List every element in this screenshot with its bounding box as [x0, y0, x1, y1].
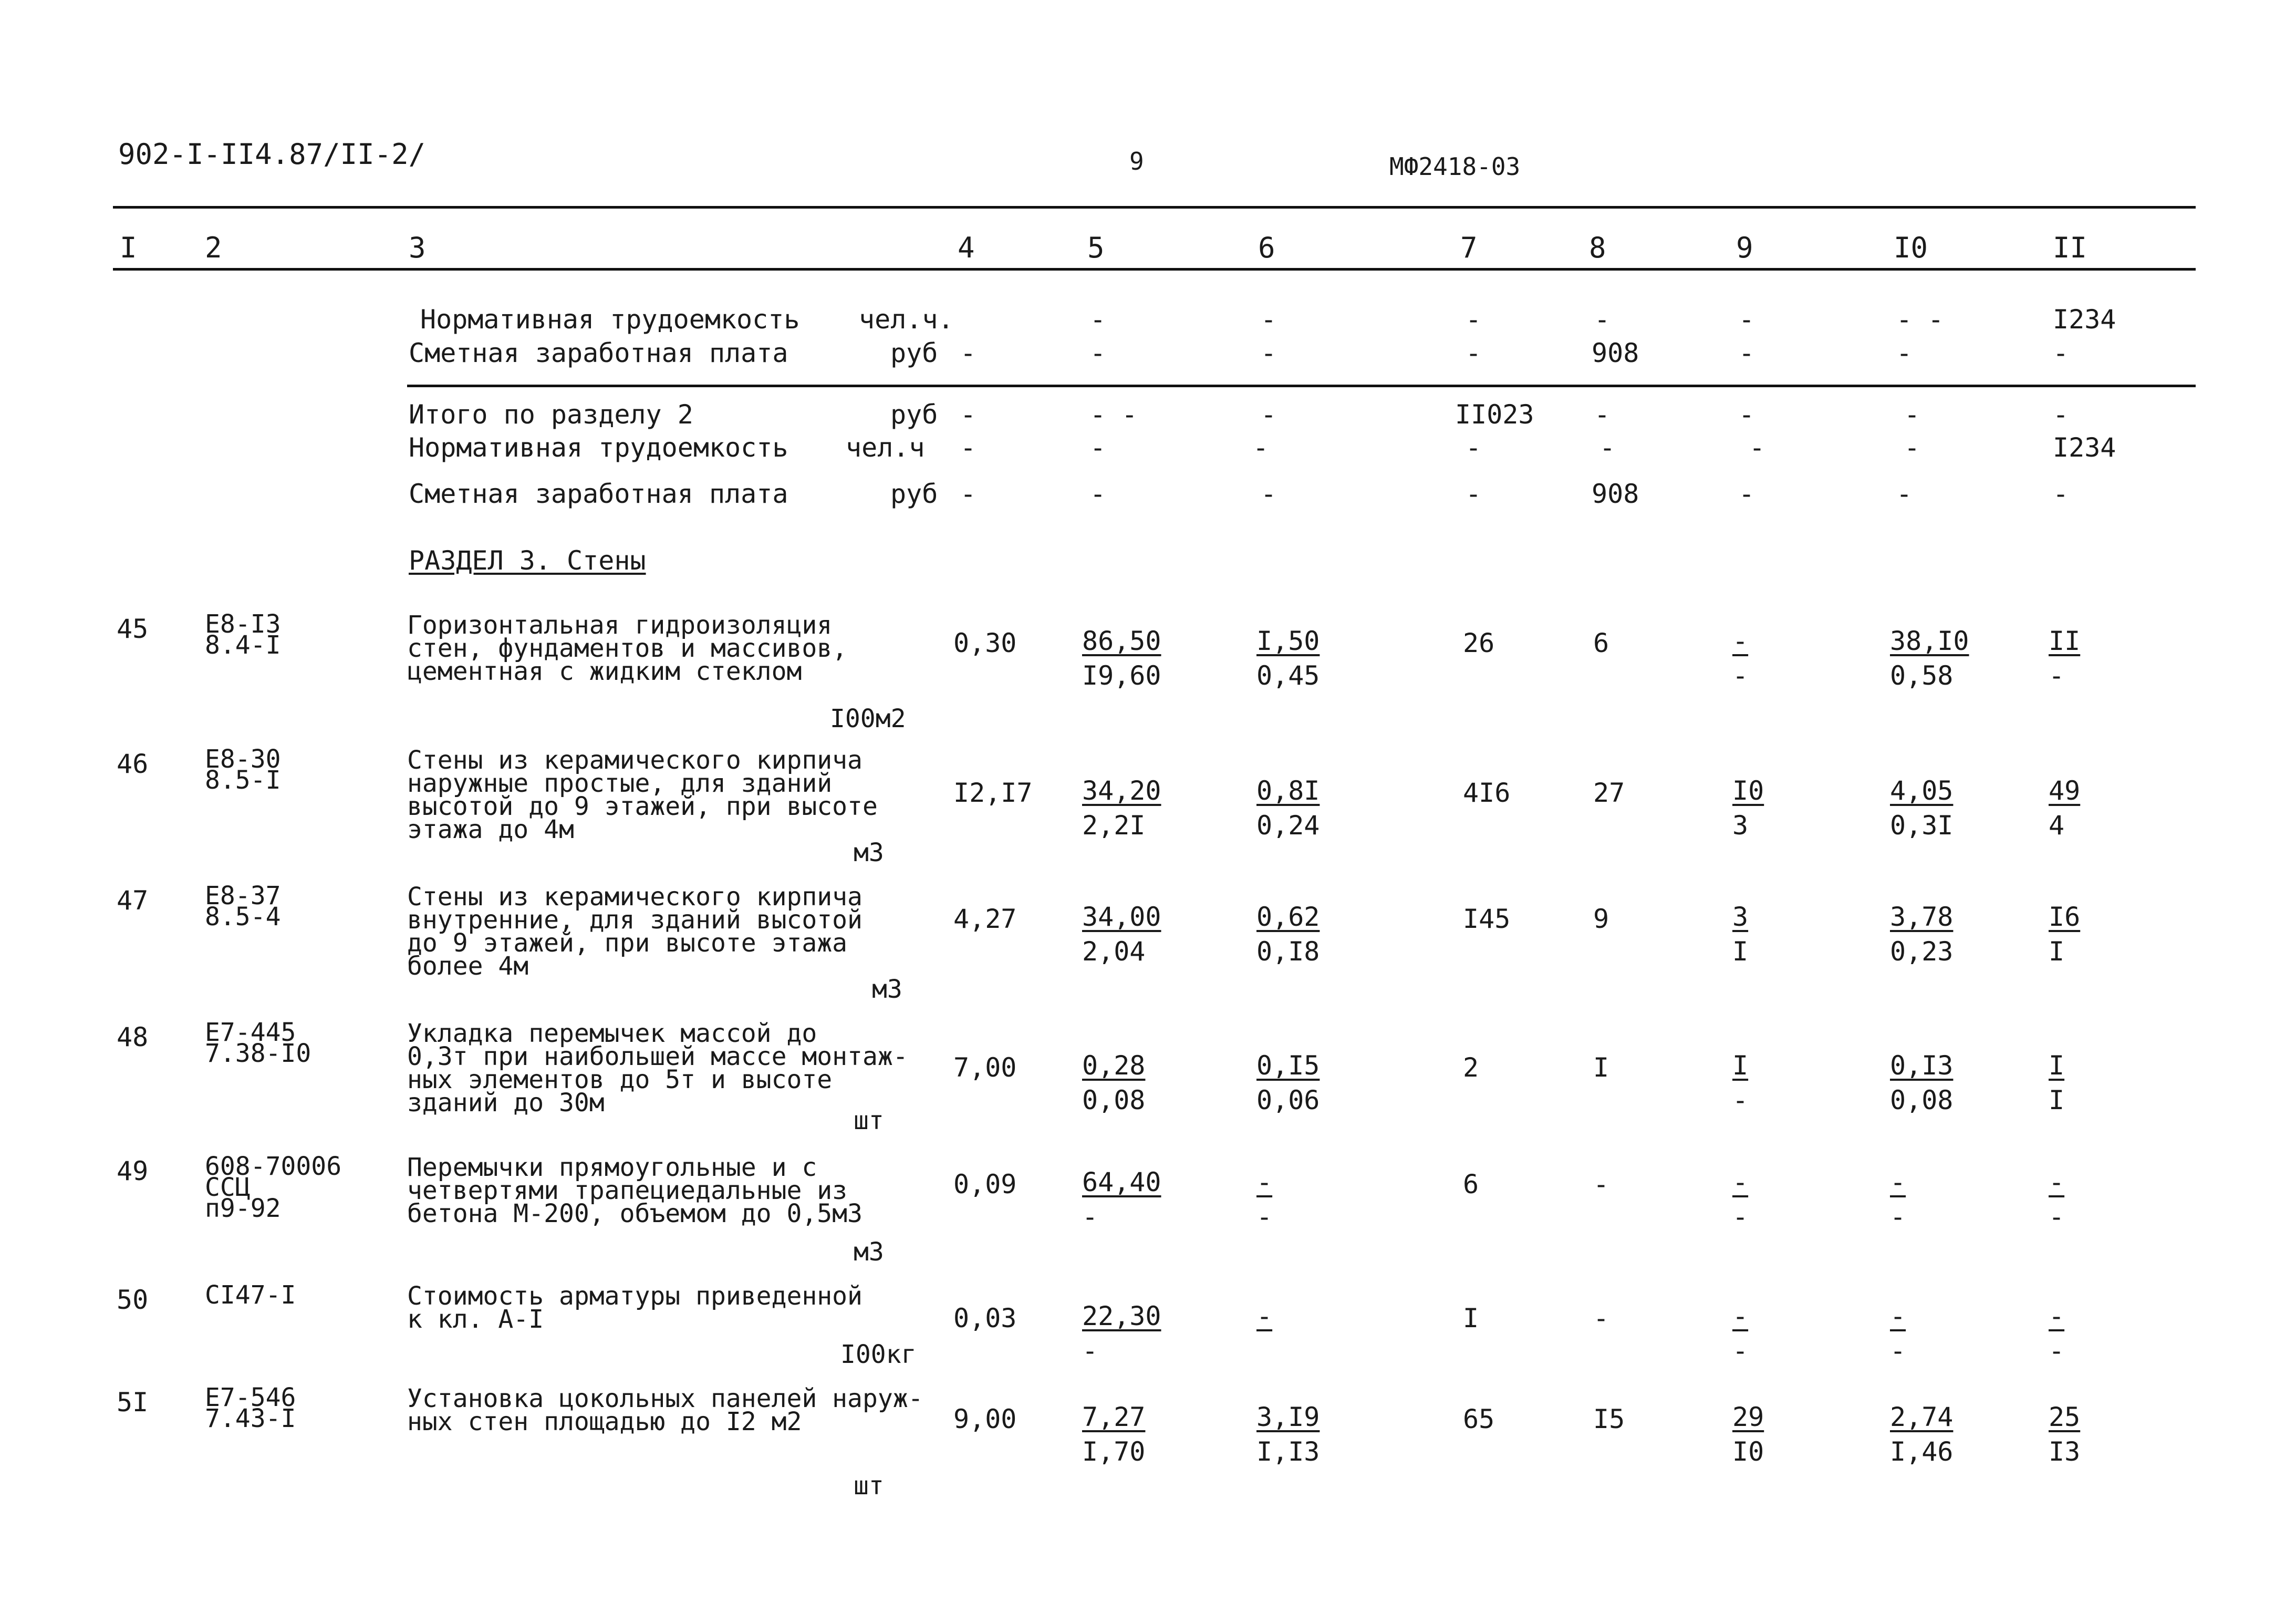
summary-label: Нормативная трудоемкость [409, 432, 788, 463]
column-header: 7 [1460, 231, 1478, 264]
cell-c10 [1890, 1048, 1953, 1118]
cell-c7: 4I6 [1463, 778, 1511, 808]
cell-c8: - [1593, 1303, 1609, 1333]
cell-c5 [1082, 1165, 1161, 1234]
cell-c11 [2049, 899, 2080, 969]
price-code: Е8-I3 8.4-I [205, 609, 281, 660]
cell-c7: II023 [1455, 399, 1534, 430]
cell-c8: 27 [1593, 778, 1625, 808]
fraction-bottom: - [1890, 1202, 1906, 1232]
unit-of-measure: м3 [854, 1237, 884, 1267]
summary-label: Нормативная трудоемкость [420, 304, 800, 335]
fraction-top: 22,30 [1082, 1301, 1161, 1331]
unit-of-measure: шт [854, 1471, 884, 1501]
unit-of-measure: м3 [854, 838, 884, 867]
fraction-bottom: I3 [2049, 1436, 2081, 1467]
cell-c9: - [1739, 399, 1755, 430]
summary-label: Сметная заработная плата [409, 338, 788, 368]
fraction-top: I6 [2049, 902, 2081, 932]
fraction-top: 4,05 [1890, 776, 1954, 806]
fraction-top: 2,74 [1890, 1402, 1954, 1432]
fraction-bottom: - [1732, 1202, 1749, 1232]
fraction-top: 7,27 [1082, 1402, 1146, 1432]
fraction-top: I0 [1732, 776, 1764, 806]
column-header: II [2053, 231, 2087, 264]
cell-c10 [1890, 624, 1969, 693]
fraction-bottom: I9,60 [1082, 660, 1161, 691]
column-header: 8 [1589, 231, 1606, 264]
row-number: 50 [117, 1285, 149, 1315]
fraction-top: I [1732, 1050, 1749, 1081]
fraction-top: 3,I9 [1256, 1402, 1320, 1432]
fraction-bottom: 3 [1732, 810, 1749, 841]
work-description: Стоимость арматуры приведенной к кл. А-I [407, 1281, 863, 1334]
cell-c11 [2049, 1400, 2080, 1469]
unit-of-measure: шт [854, 1106, 884, 1135]
fraction-bottom: I,46 [1890, 1436, 1954, 1467]
fraction-top: - [1732, 626, 1749, 656]
row-number: 49 [117, 1156, 149, 1186]
cell-c6: - [1261, 399, 1277, 430]
fraction-bottom: I,70 [1082, 1436, 1146, 1467]
work-description: Укладка перемычек массой до 0,3т при наибольшей массе монтаж- ных элементов до 5т и высоте зданий до 30м [407, 1019, 908, 1118]
document-code: 902-I-II4.87/II-2/ [118, 138, 426, 171]
fraction-bottom: - [1082, 1202, 1098, 1232]
cell-c6: - [1261, 479, 1277, 509]
price-code: Е8-30 8.5-I [205, 745, 281, 795]
fraction-top: 25 [2049, 1402, 2081, 1432]
unit-of-measure: I00м2 [830, 704, 906, 733]
fraction-bottom: 0,08 [1890, 1085, 1954, 1115]
cell-c11 [2049, 1299, 2064, 1368]
cell-c10: - [1896, 479, 1913, 509]
fraction-bottom: - [1732, 660, 1749, 691]
cell-c8: 6 [1593, 628, 1609, 658]
price-code: Е7-546 7.43-I [205, 1383, 296, 1433]
fraction-top: 86,50 [1082, 626, 1161, 656]
fraction-bottom: - [2049, 1336, 2065, 1366]
cell-c11: - [2053, 479, 2069, 509]
cell-c5: - - [1090, 399, 1138, 430]
cell-c5: - [1090, 432, 1106, 463]
column-header: 9 [1736, 231, 1753, 264]
fraction-bottom: 2,2I [1082, 810, 1146, 841]
cell-c6 [1256, 624, 1320, 693]
cell-c9 [1732, 1299, 1748, 1368]
section-title: РАЗДЕЛ 3. Стены [409, 545, 646, 576]
cell-c11 [2049, 1165, 2064, 1234]
cell-c4: - [960, 432, 976, 463]
cell-c7: 26 [1463, 628, 1495, 658]
cell-c5: - [1090, 338, 1106, 368]
cell-c9: - [1749, 432, 1765, 463]
cell-c4: - [960, 479, 976, 509]
fraction-top: 38,I0 [1890, 626, 1969, 656]
fraction-bottom: I [1732, 936, 1749, 967]
cell-c9 [1732, 1048, 1748, 1118]
cell-c5 [1082, 1400, 1145, 1469]
quantity: I2,I7 [953, 778, 1033, 808]
cell-c9: - [1739, 338, 1755, 368]
fraction-top: - [2049, 1167, 2065, 1197]
cell-c10 [1890, 1299, 1906, 1368]
cell-c6 [1256, 773, 1320, 843]
cell-c7: - [1466, 304, 1482, 335]
work-description: Установка цокольных панелей наруж- ных стен площадью до I2 м2 [407, 1384, 923, 1436]
fraction-bottom: 0,45 [1256, 660, 1320, 691]
cell-c11 [2049, 1048, 2064, 1118]
quantity: 0,30 [953, 628, 1017, 658]
cell-c9 [1732, 899, 1748, 969]
fraction-bottom: 0,06 [1256, 1085, 1320, 1115]
price-code: СI47-I [205, 1280, 296, 1310]
fraction-bottom: - [1890, 1336, 1906, 1366]
fraction-bottom: - [1256, 1202, 1273, 1232]
work-description: Перемычки прямоугольные и с четвертями трапециедальные из бетона М-200, объемом до 0,5м3 [407, 1153, 863, 1228]
fraction-bottom: 4 [2049, 810, 2065, 841]
row-number: 48 [117, 1022, 149, 1052]
fraction-top: 0,28 [1082, 1050, 1146, 1081]
fraction-top: - [1732, 1301, 1749, 1331]
cell-c6 [1256, 1400, 1320, 1469]
fraction-bottom: - [1082, 1336, 1098, 1366]
cell-c9: - [1739, 479, 1755, 509]
cell-c7: - [1466, 479, 1482, 509]
fraction-bottom: 0,58 [1890, 660, 1954, 691]
fraction-bottom: I [2049, 936, 2065, 967]
cell-c8: - [1594, 304, 1611, 335]
cell-c5: - [1090, 479, 1106, 509]
summary-unit: чел.ч. [859, 304, 954, 335]
summary-unit: руб [890, 338, 938, 368]
fraction-top: 3,78 [1890, 902, 1954, 932]
fraction-bottom: - [2049, 1202, 2065, 1232]
work-description: Стены из керамического кирпича внутренние, для зданий высотой до 9 этажей, при высоте этажа более 4м [407, 882, 863, 981]
cell-c7: I45 [1463, 904, 1511, 934]
fraction-top: 49 [2049, 776, 2081, 806]
fraction-bottom: 0,3I [1890, 810, 1954, 841]
fraction-top: I [2049, 1050, 2065, 1081]
archive-code: МФ2418-03 [1389, 152, 1521, 181]
row-number: 47 [117, 885, 149, 916]
fraction-top: - [1890, 1167, 1906, 1197]
cell-c10: - [1904, 432, 1920, 463]
quantity: 0,03 [953, 1303, 1017, 1333]
cell-c10 [1890, 1165, 1906, 1234]
work-description: Горизонтальная гидроизоляция стен, фундаментов и массивов, цементная с жидким стеклом [407, 611, 848, 686]
cell-c6: - [1261, 304, 1277, 335]
cell-c11: - [2053, 399, 2069, 430]
cell-c8: I5 [1593, 1404, 1625, 1434]
cell-c7: 2 [1463, 1052, 1479, 1083]
fraction-bottom: 0,24 [1256, 810, 1320, 841]
price-code: 608-70006 ССЦ п9-92 [205, 1152, 342, 1223]
cell-c5 [1082, 1299, 1161, 1368]
unit-of-measure: м3 [872, 975, 902, 1004]
cell-c10 [1890, 1400, 1953, 1469]
column-header: 2 [205, 231, 222, 264]
fraction-top: 64,40 [1082, 1167, 1161, 1197]
cell-c5 [1082, 1048, 1145, 1118]
row-number: 45 [117, 614, 149, 644]
cell-c5 [1082, 899, 1161, 969]
summary-unit: чел.ч [846, 432, 925, 463]
column-header: 5 [1087, 231, 1105, 264]
row-number: 5I [117, 1387, 149, 1418]
fraction-top: II [2049, 626, 2081, 656]
cell-c7: 65 [1463, 1404, 1495, 1434]
cell-c5: - [1090, 304, 1106, 335]
cell-c6: - [1253, 432, 1269, 463]
cell-c9 [1732, 773, 1764, 843]
page-number: 9 [1129, 147, 1144, 175]
fraction-top: 29 [1732, 1402, 1764, 1432]
summary-unit: руб [890, 399, 938, 430]
fraction-top: 0,I5 [1256, 1050, 1320, 1081]
summary-rule [407, 385, 2196, 387]
fraction-bottom: - [1732, 1336, 1749, 1366]
cell-c4: - [960, 338, 976, 368]
cell-c6 [1256, 1299, 1272, 1333]
price-code: Е8-37 8.5-4 [205, 881, 281, 932]
fraction-bottom: 2,04 [1082, 936, 1146, 967]
summary-label: Сметная заработная плата [409, 479, 788, 509]
fraction-top: - [2049, 1301, 2065, 1331]
column-header: 4 [958, 231, 975, 264]
fraction-top: 0,62 [1256, 902, 1320, 932]
cell-c11: - [2053, 338, 2069, 368]
fraction-top: 0,8I [1256, 776, 1320, 806]
cell-c9 [1732, 624, 1748, 693]
work-description: Стены из керамического кирпича наружные простые, для зданий высотой до 9 этажей, при высоте этажа до 4м [407, 746, 878, 844]
cell-c6 [1256, 1048, 1320, 1118]
summary-label: Итого по разделу 2 [409, 399, 693, 430]
cell-c8: - [1599, 432, 1616, 463]
quantity: 4,27 [953, 904, 1017, 934]
cell-c8: - [1593, 1169, 1609, 1200]
quantity: 9,00 [953, 1404, 1017, 1434]
cell-c9 [1732, 1165, 1748, 1234]
cell-c8: 9 [1593, 904, 1609, 934]
fraction-top: 0,I3 [1890, 1050, 1954, 1081]
cell-c10: - [1904, 399, 1920, 430]
cell-c8: 908 [1592, 338, 1639, 368]
cell-c10 [1890, 899, 1953, 969]
cell-c6 [1256, 899, 1320, 969]
column-header: I0 [1894, 231, 1928, 264]
fraction-bottom: 0,I8 [1256, 936, 1320, 967]
cell-c9: - [1739, 304, 1755, 335]
column-header: 3 [409, 231, 426, 264]
fraction-bottom: I0 [1732, 1436, 1764, 1467]
cell-c8: - [1594, 399, 1611, 430]
top-rule [113, 206, 2196, 209]
fraction-top: I,50 [1256, 626, 1320, 656]
fraction-top: 3 [1732, 902, 1749, 932]
summary-unit: руб [890, 479, 938, 509]
fraction-top: - [1256, 1301, 1273, 1331]
column-header: I [120, 231, 137, 264]
cell-c5 [1082, 773, 1161, 843]
fraction-bottom: 0,23 [1890, 936, 1954, 967]
fraction-top: 34,20 [1082, 776, 1161, 806]
cell-c11: I234 [2053, 304, 2116, 335]
fraction-bottom: - [2049, 660, 2065, 691]
fraction-bottom: I,I3 [1256, 1436, 1320, 1467]
cell-c10: - - [1896, 304, 1944, 335]
cell-c11 [2049, 773, 2080, 843]
fraction-top: - [1256, 1167, 1273, 1197]
row-number: 46 [117, 749, 149, 779]
fraction-bottom: I [2049, 1085, 2065, 1115]
cell-c10: - [1896, 338, 1913, 368]
cell-c5 [1082, 624, 1161, 693]
cell-c8: I [1593, 1052, 1609, 1083]
unit-of-measure: I00кг [840, 1340, 917, 1369]
fraction-top: 34,00 [1082, 902, 1161, 932]
header-rule [113, 268, 2196, 271]
cell-c8: 908 [1592, 479, 1639, 509]
cell-c7: 6 [1463, 1169, 1479, 1200]
quantity: 7,00 [953, 1052, 1017, 1083]
fraction-bottom: - [1732, 1085, 1749, 1115]
cell-c7: I [1463, 1303, 1479, 1333]
cell-c11: I234 [2053, 432, 2116, 463]
cell-c7: - [1466, 432, 1482, 463]
column-header: 6 [1258, 231, 1275, 264]
cell-c10 [1890, 773, 1953, 843]
cell-c6 [1256, 1165, 1272, 1234]
cell-c7: - [1466, 338, 1482, 368]
fraction-top: - [1890, 1301, 1906, 1331]
cell-c4: - [960, 399, 976, 430]
quantity: 0,09 [953, 1169, 1017, 1200]
price-code: Е7-445 7.38-I0 [205, 1018, 311, 1068]
cell-c11 [2049, 624, 2080, 693]
cell-c9 [1732, 1400, 1764, 1469]
fraction-top: - [1732, 1167, 1749, 1197]
cell-c6: - [1261, 338, 1277, 368]
fraction-bottom: 0,08 [1082, 1085, 1146, 1115]
